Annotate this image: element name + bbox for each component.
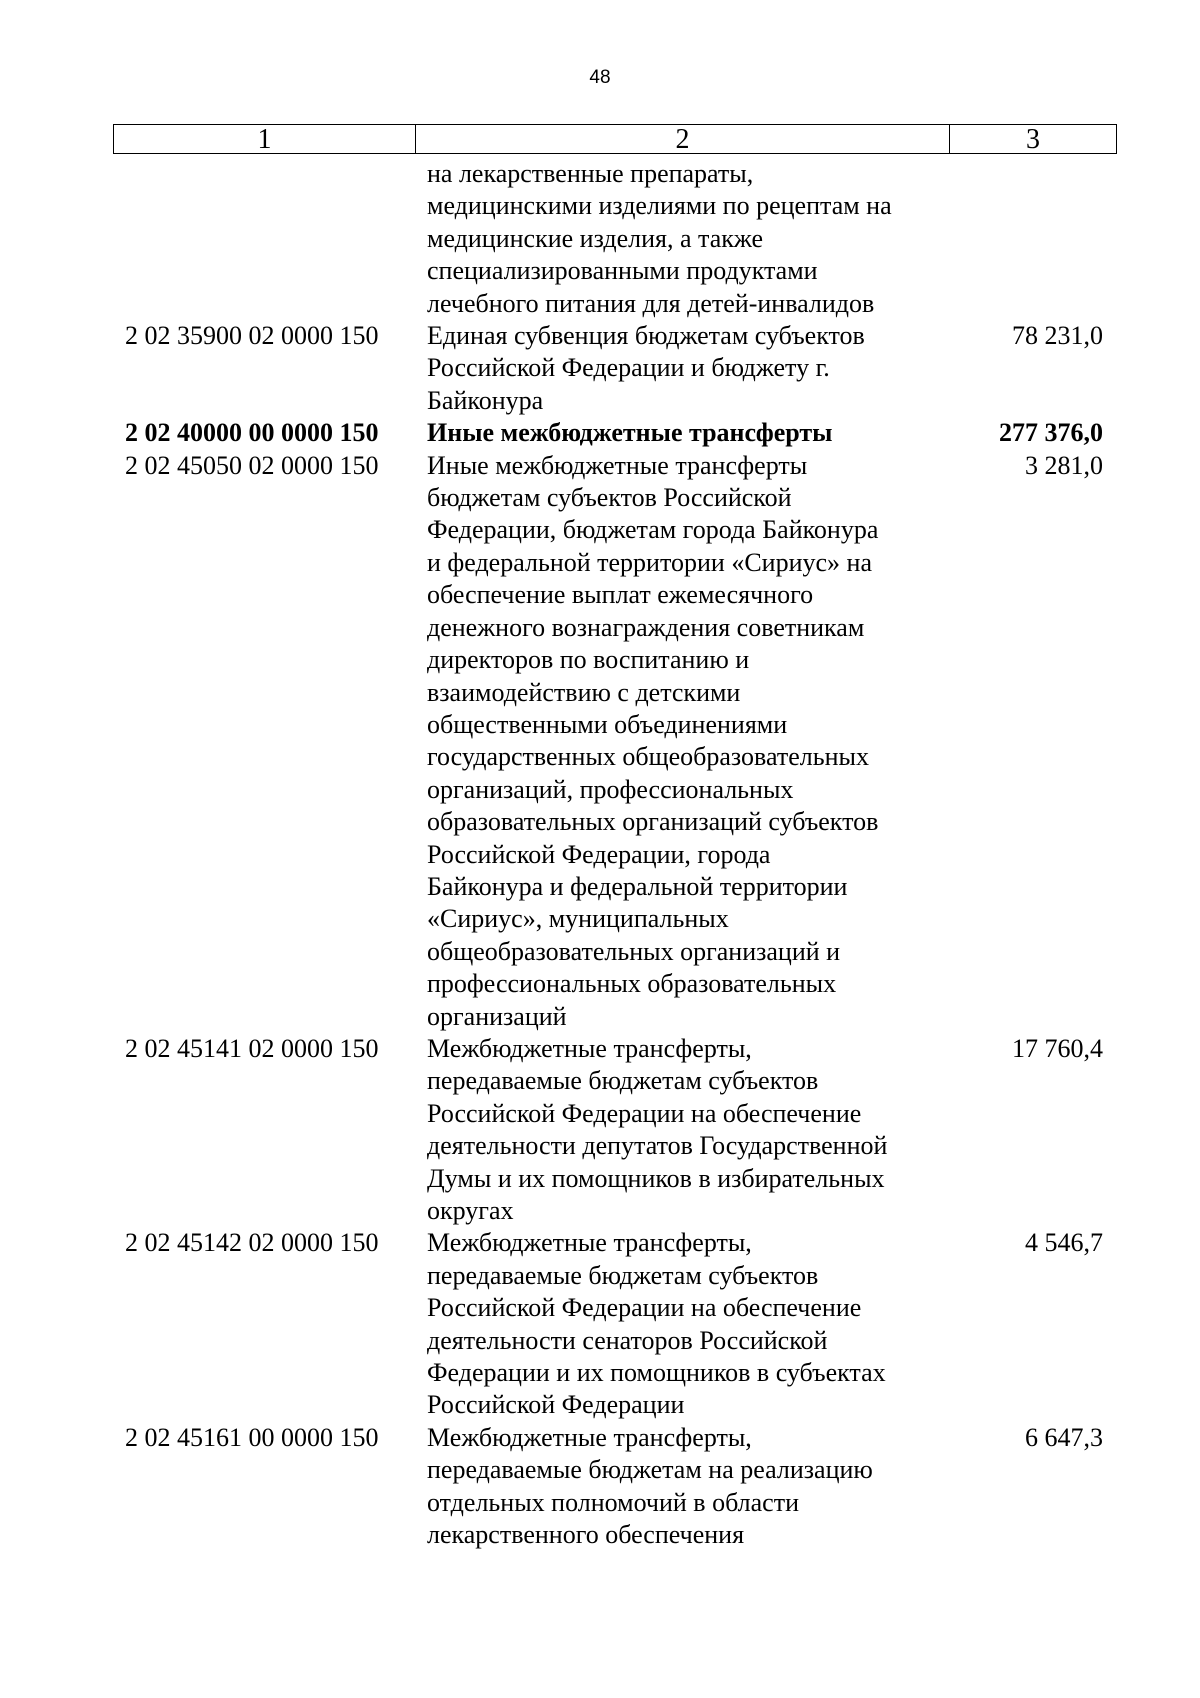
name-line: Федерации, бюджетам города Байконура: [427, 515, 879, 545]
name-line: Байконура: [427, 385, 544, 415]
budget-code-cell: 2 02 45050 02 0000 150: [125, 450, 379, 480]
name-cell: [415, 450, 927, 1033]
name-line: Межбюджетные трансферты,: [427, 1228, 752, 1258]
table-row: [113, 1422, 1117, 1552]
name-line: бюджетам субъектов Российской: [427, 483, 792, 513]
amount-cell: 277 376,0: [999, 418, 1103, 448]
table-body: [113, 158, 1117, 1551]
name-line: передаваемые бюджетам субъектов: [427, 1066, 819, 1096]
page-number: 48: [589, 67, 611, 88]
name-line: Иные межбюджетные трансферты: [427, 418, 833, 448]
name-line: организаций, профессиональных: [427, 774, 794, 804]
name-line: организаций: [427, 1001, 567, 1031]
name-line: деятельности сенаторов Российской: [427, 1325, 828, 1355]
budget-code-cell: 2 02 40000 00 0000 150: [125, 418, 379, 448]
name-line: и федеральной территории «Сириус» на: [427, 547, 872, 577]
name-line: образовательных организаций субъектов: [427, 807, 879, 837]
continuation-row: [113, 158, 1117, 320]
table-row: [113, 1227, 1117, 1421]
name-line: медицинскими изделиями по рецептам на: [427, 191, 892, 221]
name-line: Российской Федерации, города: [427, 839, 771, 869]
name-line: директоров по воспитанию и: [427, 645, 750, 675]
name-line: на лекарственные препараты,: [427, 159, 754, 188]
table-header: [113, 124, 1117, 154]
name-cell: [415, 417, 927, 449]
name-line: Межбюджетные трансферты,: [427, 1033, 752, 1063]
name-line: Федерации и их помощников в субъектах: [427, 1358, 886, 1388]
name-line: передаваемые бюджетам на реализацию: [427, 1455, 873, 1485]
name-line: Иные межбюджетные трансферты: [427, 450, 808, 480]
name-line: деятельности депутатов Государственной: [427, 1131, 888, 1161]
name-cell: [415, 320, 927, 417]
name-line: Байконура и федеральной территории: [427, 871, 848, 901]
name-line: медицинские изделия, а также: [427, 223, 764, 253]
budget-code-cell: 2 02 45142 02 0000 150: [125, 1228, 379, 1258]
name-line: обеспечение выплат ежемесячного: [427, 580, 814, 610]
budget-code-cell: 2 02 45141 02 0000 150: [125, 1033, 379, 1063]
name-line: округах: [427, 1196, 514, 1225]
name-line: Российской Федерации на обеспечение: [427, 1098, 862, 1128]
name-line: взаимодействию с детскими: [427, 677, 741, 707]
name-cell: [415, 1422, 927, 1552]
name-line: передаваемые бюджетам субъектов: [427, 1260, 819, 1290]
header-col-2: 2: [415, 124, 949, 154]
name-line: Российской Федерации на обеспечение: [427, 1293, 862, 1323]
name-line: лечебного питания для детей-инвалидов: [427, 288, 875, 318]
name-line: общественными объединениями: [427, 709, 788, 739]
amount-cell: 4 546,7: [1025, 1228, 1103, 1258]
name-line: Межбюджетные трансферты,: [427, 1422, 752, 1452]
name-line: Единая субвенция бюджетам субъектов: [427, 321, 865, 351]
name-line: отдельных полномочий в области: [427, 1487, 799, 1517]
name-line: Российской Федерации и бюджету г.: [427, 353, 830, 383]
name-line: Думы и их помощников в избирательных: [427, 1163, 885, 1193]
name-cell: [415, 1227, 927, 1421]
table-row: [113, 320, 1117, 417]
name-line: «Сириус», муниципальных: [427, 904, 729, 934]
table-row: [113, 450, 1117, 1033]
amount-cell: 3 281,0: [1025, 450, 1103, 480]
name-line: профессиональных образовательных: [427, 969, 837, 999]
header-col-1: 1: [113, 124, 415, 154]
amount-cell: 17 760,4: [1012, 1033, 1103, 1063]
amount-cell: 6 647,3: [1025, 1422, 1103, 1452]
budget-code-cell: 2 02 45161 00 0000 150: [125, 1422, 379, 1452]
name-line: общеобразовательных организаций и: [427, 936, 841, 966]
name-cell: [415, 1033, 927, 1227]
name-line: денежного вознаграждения советникам: [427, 612, 865, 642]
name-line: государственных общеобразовательных: [427, 742, 869, 772]
name-line: Российской Федерации: [427, 1390, 685, 1420]
header-col-3: 3: [949, 124, 1117, 154]
table-row: [113, 417, 1117, 449]
name-cell: [415, 158, 927, 320]
name-line: специализированными продуктами: [427, 256, 818, 286]
budget-code-cell: 2 02 35900 02 0000 150: [125, 321, 379, 351]
name-line: лекарственного обеспечения: [427, 1520, 745, 1550]
amount-cell: 78 231,0: [1012, 321, 1103, 351]
table-row: [113, 1033, 1117, 1227]
